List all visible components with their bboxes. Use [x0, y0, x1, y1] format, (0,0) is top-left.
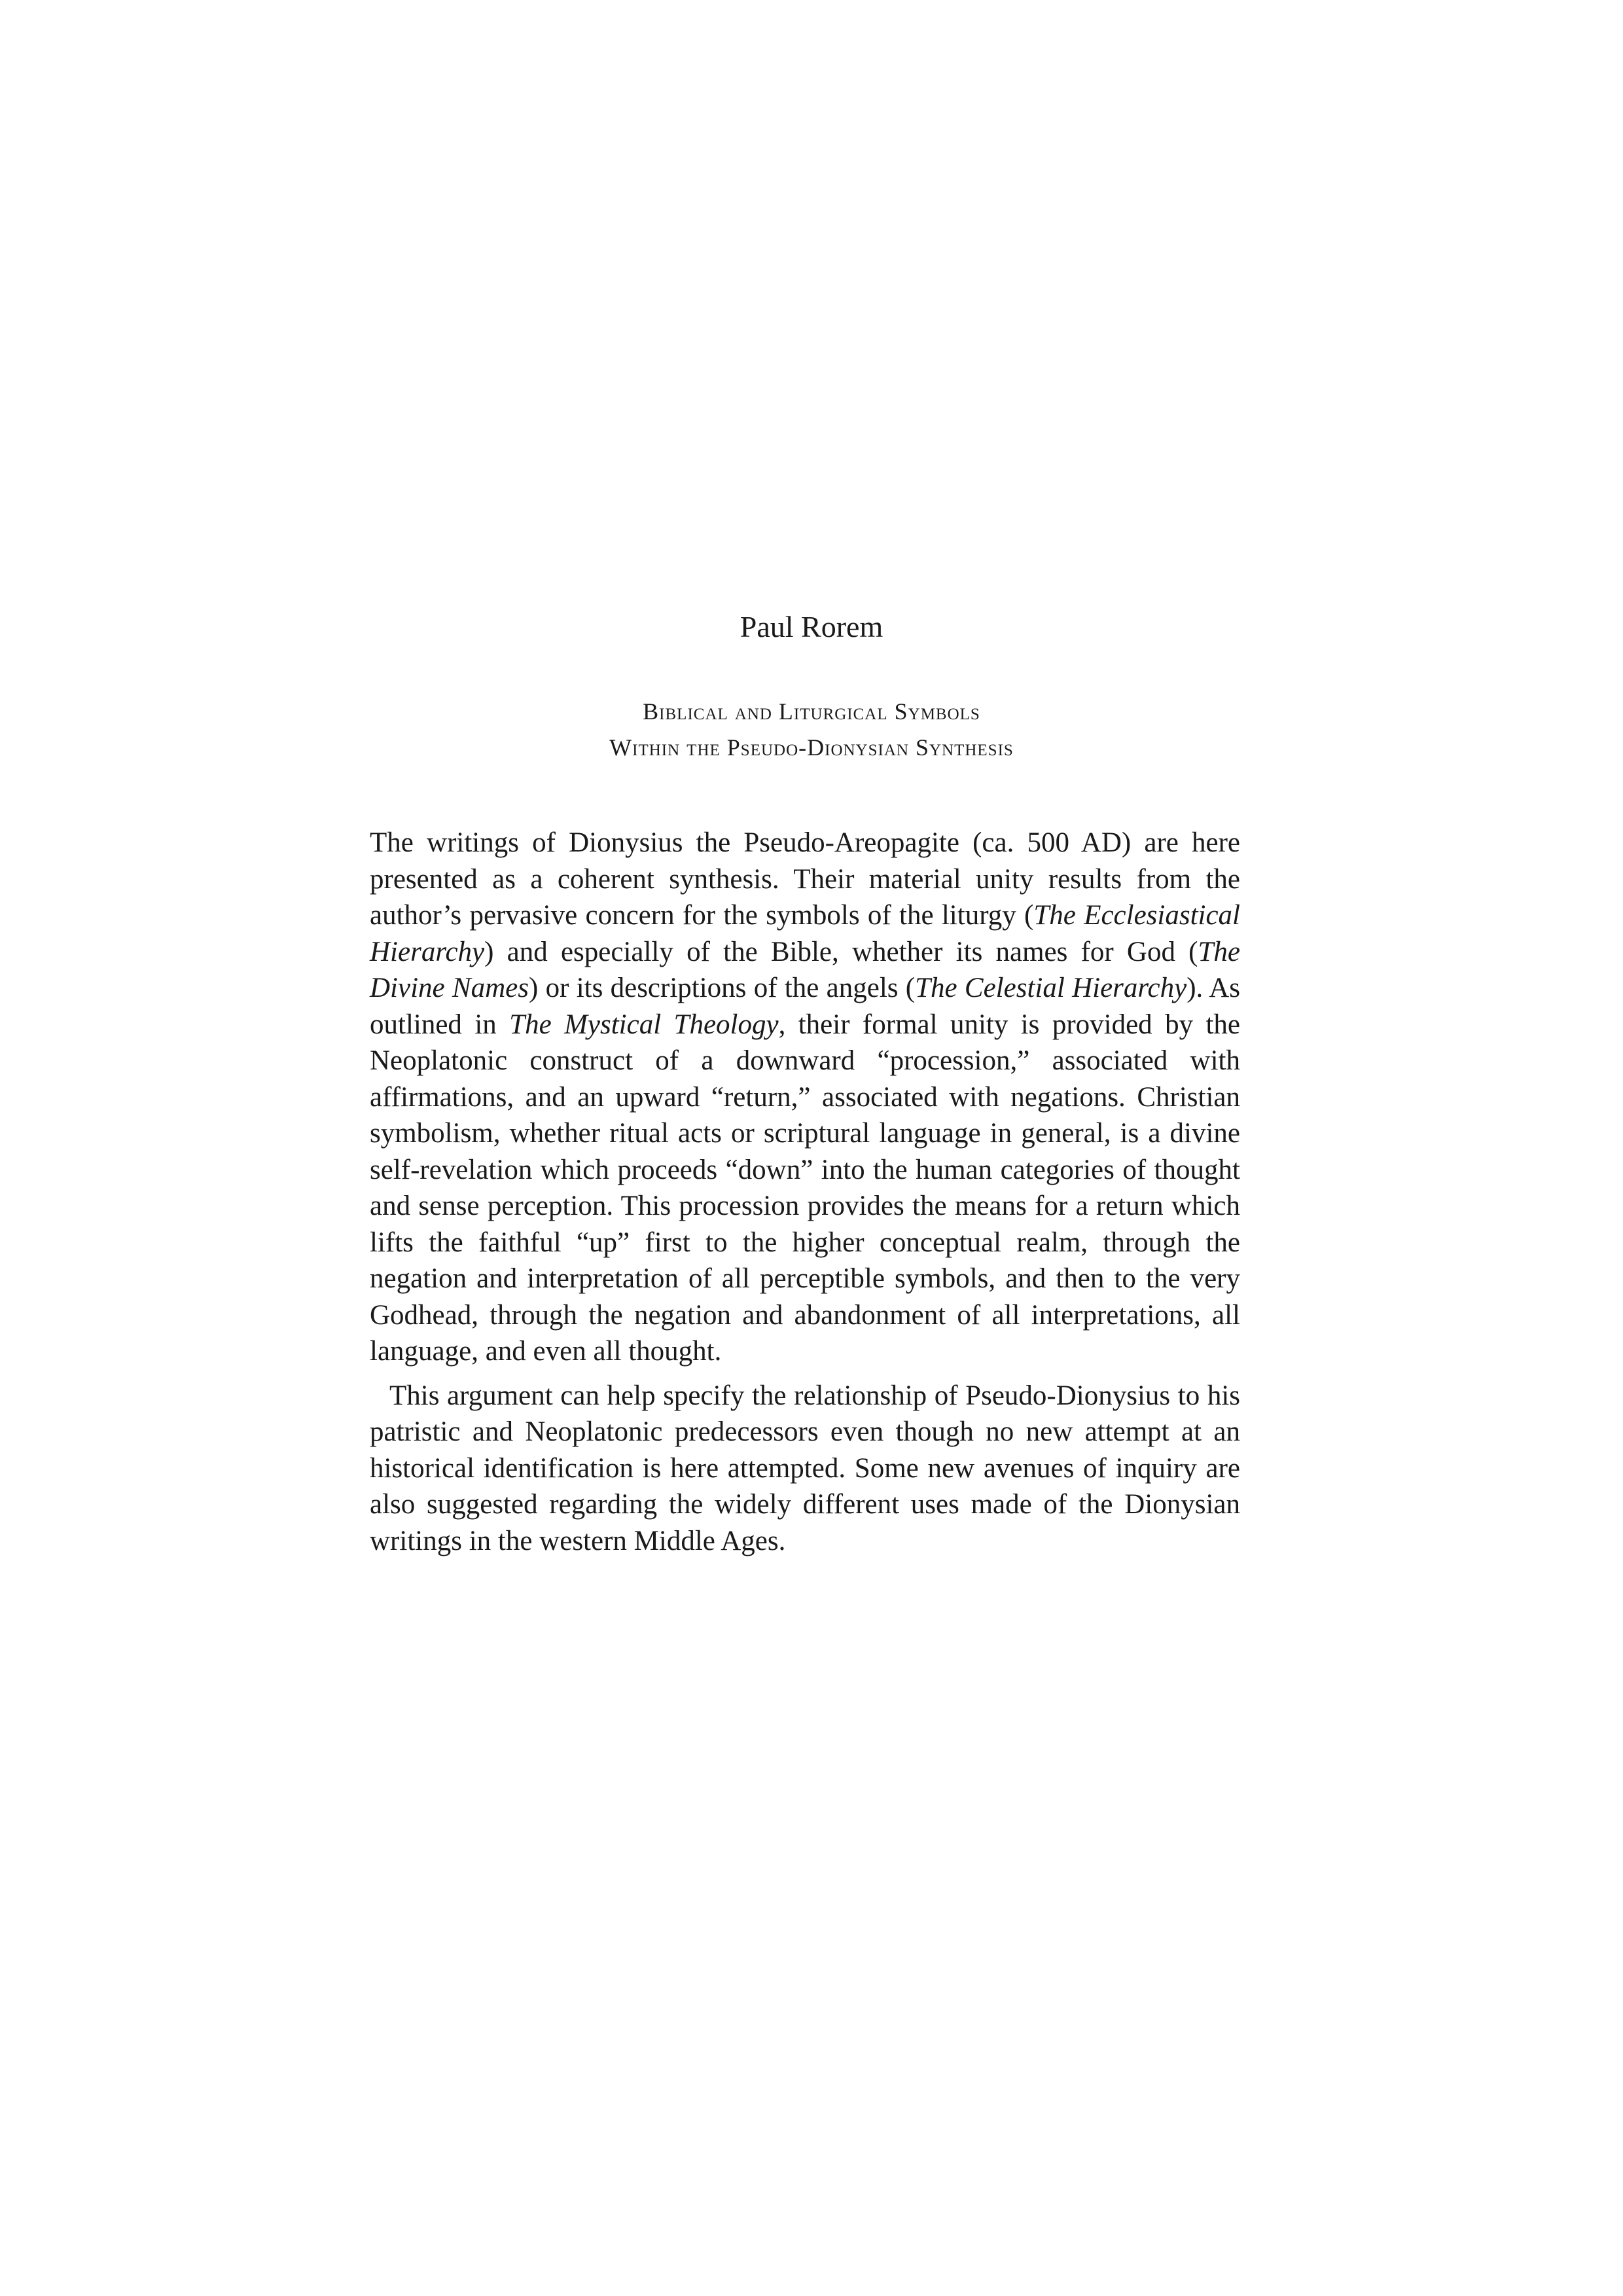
abstract-text: The writings of Dionysius the Pseudo-Areopagite (ca. 500 AD) are here presented as a coherent synthesis. Their material unity results from the author’s pervasive concern for the symbols of the liturgy ( — [370, 827, 1240, 931]
title-line-2: Within the Pseudo-Dionysian Synthesis — [609, 734, 1014, 761]
article-title — [0, 694, 1623, 766]
abstract-paragraph-1 — [370, 825, 1240, 1370]
work-title-mystical-theology: The Mystical Theology — [509, 1009, 779, 1040]
work-title-ecclesiastical-hierarchy: The Ecclesiastical Hierarchy — [370, 900, 1240, 967]
abstract-text: , their formal unity is provided by the Neoplatonic construct of a downward “procession,” associated with affirmations, and an upward “return,” associated with negations. Christian symbolism, whether ritual acts or scriptural language in general, is a divine self-revelation which proceeds “down” into the human categories of thought and sense perception. This procession provides the means for a return which lifts the faithful “up” first to the higher conceptual realm, through the negation and interpretation of all perceptible symbols, and then to the very Godhead, through the negation and abandonment of all interpretations, all language, and even all thought. — [370, 1009, 1240, 1367]
abstract-text: ) and especially of the Bible, whether its names for God ( — [484, 936, 1198, 967]
author-name: Paul Rorem — [740, 610, 883, 643]
abstract-paragraph-2: This argument can help specify the relationship of Pseudo-Dionysius to his patristic and Neoplatonic predecessors even though no new attempt at an historical identification is here attempted. Some new avenues of inquiry are also suggested regarding the widely different uses made of the Dionysian writings in the western Middle Ages. — [370, 1380, 1240, 1556]
abstract — [370, 825, 1240, 1559]
abstract-text: ). As outlined in — [370, 973, 1240, 1040]
abstract-text: ) or its descriptions of the angels ( — [528, 973, 916, 1003]
work-title-celestial-hierarchy: The Celestial Hierarchy — [915, 973, 1187, 1003]
work-title-divine-names: The Divine Names — [370, 936, 1240, 1003]
title-line-1: Biblical and Liturgical Symbols — [643, 698, 980, 725]
